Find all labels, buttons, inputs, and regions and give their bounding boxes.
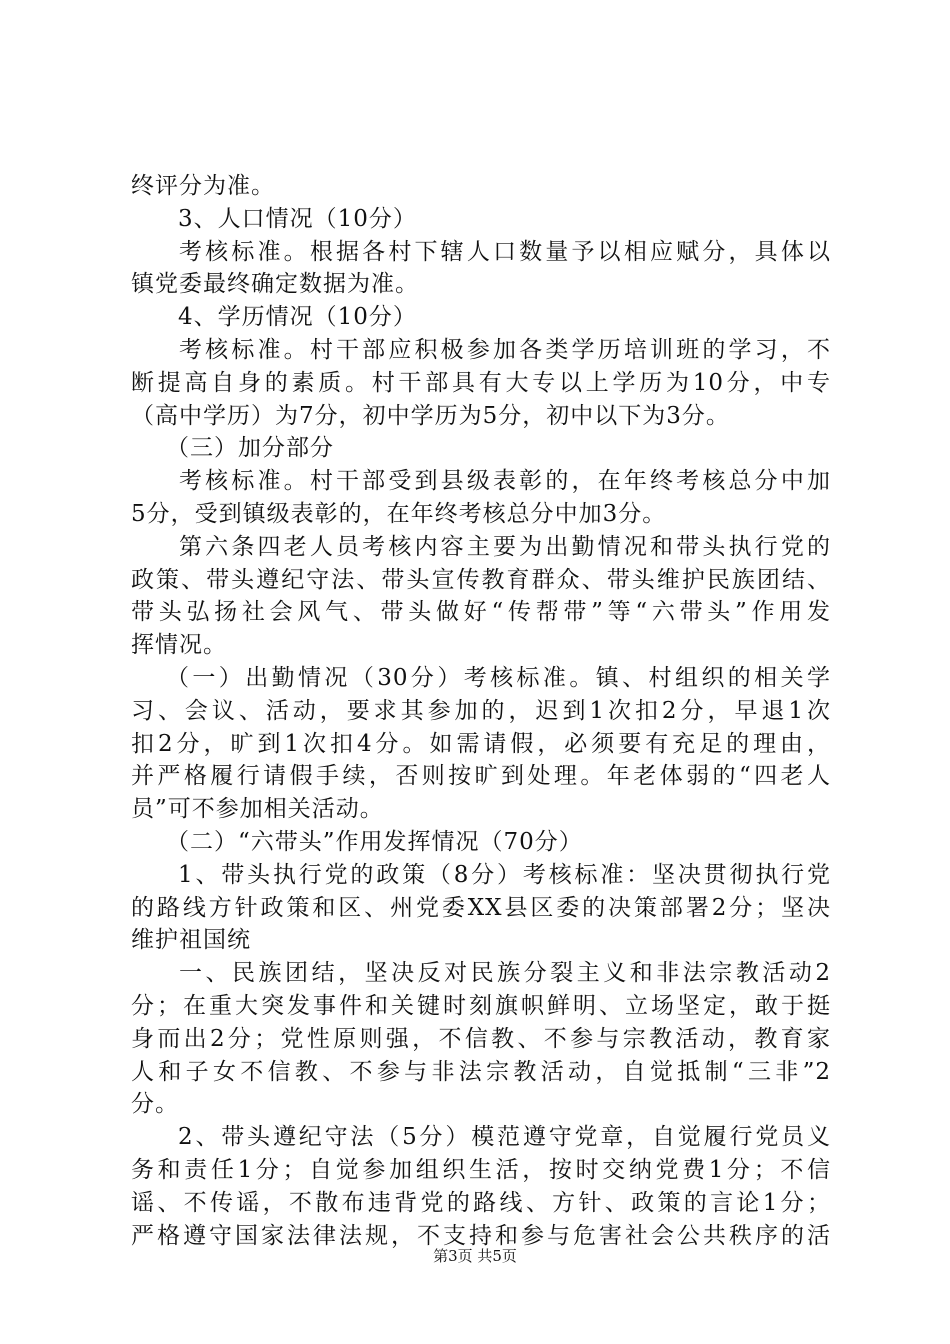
text-line: 严格遵守国家法律法规，不支持和参与危害社会公共秩序的活 — [131, 1222, 831, 1249]
page-number: 第3页 共5页 — [433, 1247, 517, 1265]
text-line: 扣2分，旷到1次扣4分。如需请假，必须要有充足的理由， — [131, 730, 831, 757]
text-line: 考核标准。村干部应积极参加各类学历培训班的学习，不 — [179, 336, 831, 363]
text-line: 的路线方针政策和区、州党委XX县区委的决策部署2分；坚决 — [131, 894, 831, 921]
document-body — [131, 170, 831, 1252]
text-line: （高中学历）为7分，初中学历为5分，初中以下为3分。 — [131, 402, 730, 429]
section-heading: 4、学历情况（10分） — [178, 304, 417, 331]
text-line: 分。 — [131, 1091, 179, 1118]
text-line: 一、民族团结，坚决反对民族分裂主义和非法宗教活动2 — [179, 960, 831, 987]
text-line: （一）出勤情况（30分）考核标准。镇、村组织的相关学 — [166, 664, 831, 691]
text-line: 考核标准。根据各村下辖人口数量予以相应赋分，具体以 — [179, 238, 831, 265]
text-line: 并严格履行请假手续，否则按旷到处理。年老体弱的“四老人 — [131, 763, 831, 790]
text-line: 分；在重大突发事件和关键时刻旗帜鲜明、立场坚定，敢于挺 — [131, 992, 831, 1019]
text-line: 1、带头执行党的政策（8分）考核标准：坚决贯彻执行党 — [178, 861, 831, 888]
text-line: 员”可不参加相关活动。 — [131, 796, 384, 823]
text-line: 5分，受到镇级表彰的，在年终考核总分中加3分。 — [131, 500, 667, 527]
section-heading: （二）“六带头”作用发挥情况（70分） — [166, 828, 583, 855]
text-line: 2、带头遵纪守法（5分）模范遵守党章，自觉履行党员义 — [178, 1124, 831, 1151]
text-line: 终评分为准。 — [131, 173, 275, 199]
text-line: 第六条四老人员考核内容主要为出勤情况和带头执行党的 — [179, 533, 831, 560]
text-line: 习、会议、活动，要求其参加的，迟到1次扣2分，早退1次 — [131, 697, 831, 724]
section-heading: 3、人口情况（10分） — [178, 205, 417, 232]
text-line: 维护祖国统 — [131, 927, 251, 954]
text-line: 考核标准。村干部受到县级表彰的，在年终考核总分中加 — [179, 468, 831, 495]
text-line: 挥情况。 — [131, 632, 227, 659]
text-line: 政策、带头遵纪守法、带头宣传教育群众、带头维护民族团结、 — [131, 566, 831, 593]
text-line: 断提高自身的素质。村干部具有大专以上学历为10分，中专 — [131, 369, 831, 396]
section-heading: （三）加分部分 — [166, 435, 334, 462]
text-line: 谣、不传谣，不散布违背党的路线、方针、政策的言论1分； — [131, 1189, 831, 1216]
text-line: 人和子女不信教、不参与非法宗教活动，自觉抵制“三非”2 — [131, 1058, 831, 1085]
text-line: 镇党委最终确定数据为准。 — [131, 271, 419, 298]
text-line: 身而出2分；党性原则强，不信教、不参与宗教活动，教育家 — [131, 1025, 831, 1052]
text-line: 带头弘扬社会风气、带头做好“传帮带”等“六带头”作用发 — [131, 599, 831, 626]
text-line: 务和责任1分；自觉参加组织生活，按时交纳党费1分；不信 — [131, 1156, 831, 1183]
